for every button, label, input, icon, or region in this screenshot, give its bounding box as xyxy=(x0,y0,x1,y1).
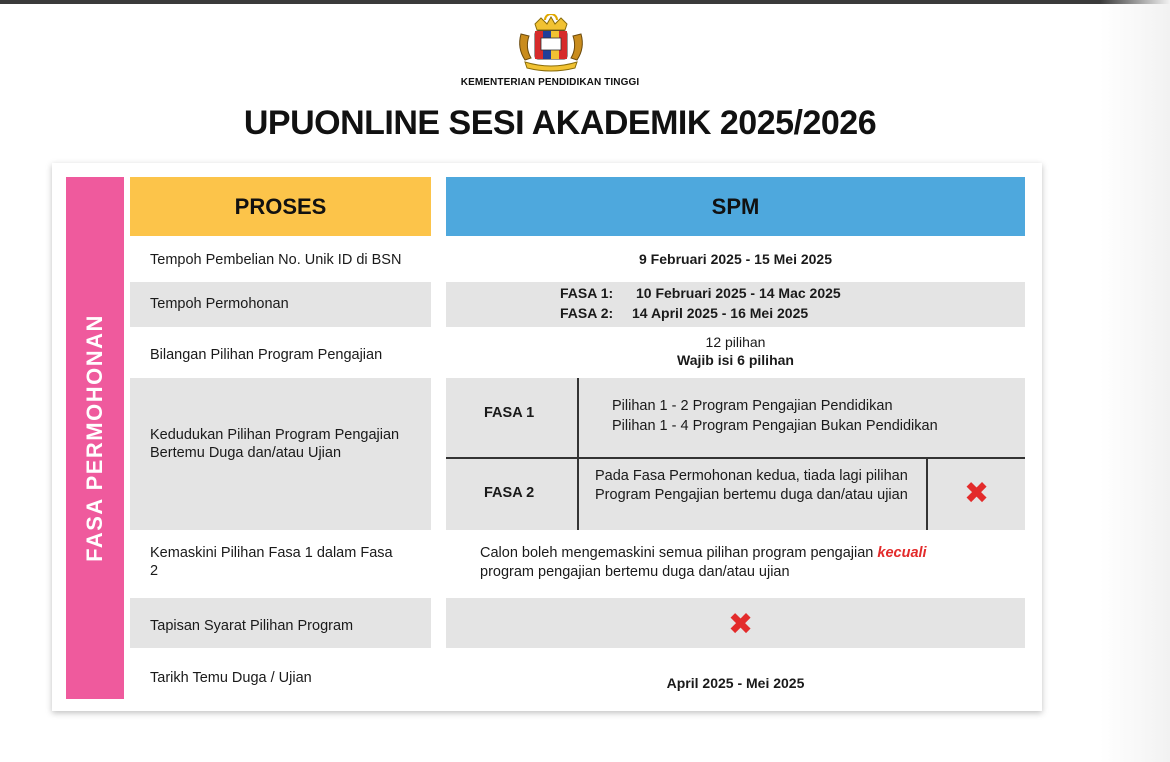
cross-mark-icon: ✖ xyxy=(964,477,990,510)
top-border xyxy=(0,0,1170,4)
kedudukan-fasa2-label: FASA 2 xyxy=(484,485,535,501)
kemaskini-text-before: Calon boleh mengemaskini semua pilihan program pengajian xyxy=(480,545,878,561)
row-label-permohonan: Tempoh Permohonan xyxy=(150,296,289,312)
row-label-tapisan: Tapisan Syarat Pilihan Program xyxy=(150,618,354,634)
bilangan-count: 12 pilihan xyxy=(705,334,766,350)
kedudukan-divider-mark xyxy=(926,458,928,530)
bilangan-required: Wajib isi 6 pilihan xyxy=(677,352,794,368)
column-header-proses: PROSES xyxy=(130,177,431,236)
ministry-name: KEMENTERIAN PENDIDIKAN TINGGI xyxy=(460,77,640,88)
kedudukan-fasa2-text: Pada Fasa Permohonan kedua, tiada lagi pilihan Program Pengajian bertemu duga dan/atau ujian xyxy=(595,468,908,503)
row-label-bsn: Tempoh Pembelian No. Unik ID di BSN xyxy=(150,252,402,268)
kedudukan-fasa1-line1: Pilihan 1 - 2 Program Pengajian Pendidikan xyxy=(612,398,893,414)
cross-mark-icon: ✖ xyxy=(728,608,754,641)
kedudukan-divider-v xyxy=(577,378,579,530)
kemaskini-text xyxy=(480,544,1025,582)
kemaskini-exception: kecuali xyxy=(877,545,927,561)
row-label-kedudukan: Kedudukan Pilihan Program Pengajian Bertemu Duga dan/atau Ujian xyxy=(150,427,400,461)
permohonan-fasa1-value: 10 Februari 2025 - 14 Mac 2025 xyxy=(636,285,841,301)
permohonan-fasa1-label: FASA 1: xyxy=(560,285,614,301)
kedudukan-divider-h xyxy=(446,457,1025,459)
phase-sidebar-label: FASA PERMOHONAN xyxy=(82,314,107,562)
row-label-kemaskini: Kemaskini Pilihan Fasa 1 dalam Fasa 2 xyxy=(150,545,393,579)
permohonan-fasa2-value: 14 April 2025 - 16 Mei 2025 xyxy=(632,305,809,321)
row-value-bsn: 9 Februari 2025 - 15 Mei 2025 xyxy=(639,251,832,267)
row-value-tarikh: April 2025 - Mei 2025 xyxy=(666,675,805,691)
kedudukan-fasa1-label: FASA 1 xyxy=(484,405,535,421)
permohonan-fasa1 xyxy=(560,285,841,301)
permohonan-fasa2-label: FASA 2: xyxy=(560,305,614,321)
coat-of-arms-icon xyxy=(515,14,587,72)
row-label-tarikh: Tarikh Temu Duga / Ujian xyxy=(150,670,312,686)
permohonan-fasa2 xyxy=(560,305,808,321)
page-title: UPUONLINE SESI AKADEMIK 2025/2026 xyxy=(243,104,877,142)
kedudukan-fasa1-line2: Pilihan 1 - 4 Program Pengajian Bukan Pendidikan xyxy=(612,418,938,434)
kemaskini-text-after: program pengajian bertemu duga dan/atau ujian xyxy=(480,564,790,580)
row-label-bilangan: Bilangan Pilihan Program Pengajian xyxy=(150,347,383,363)
column-header-spm: SPM xyxy=(446,177,1025,236)
